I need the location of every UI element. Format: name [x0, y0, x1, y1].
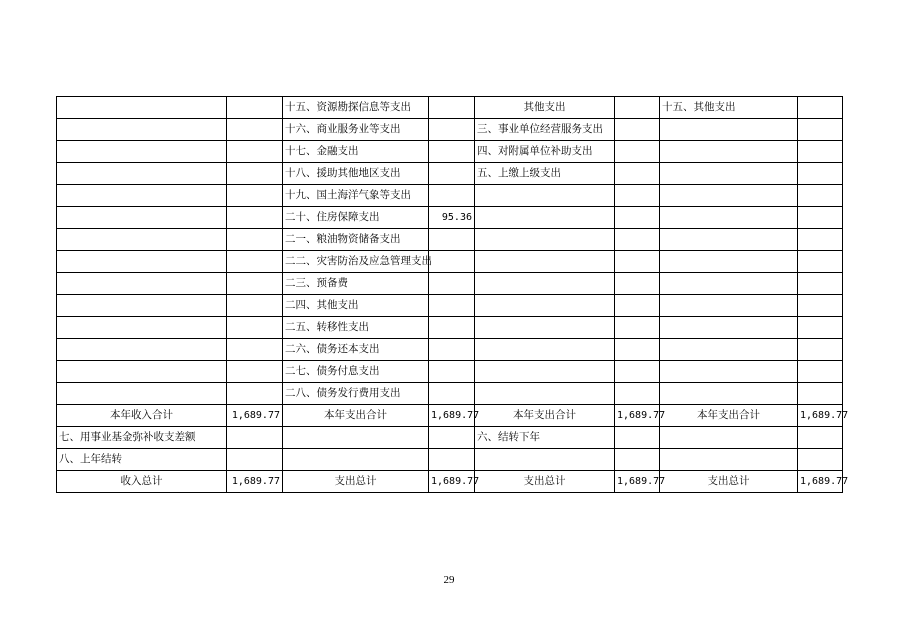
table-cell — [798, 295, 843, 317]
table-cell — [227, 119, 283, 141]
table-cell: 二五、转移性支出 — [283, 317, 429, 339]
table-cell — [615, 427, 660, 449]
table-cell — [660, 317, 798, 339]
table-row — [57, 361, 843, 383]
table-cell — [615, 251, 660, 273]
table-row — [57, 405, 843, 427]
table-row — [57, 295, 843, 317]
table-cell — [57, 119, 227, 141]
table-cell — [615, 229, 660, 251]
table-cell — [429, 427, 475, 449]
table-cell — [798, 207, 843, 229]
table-cell — [660, 383, 798, 405]
table-cell: 支出总计 — [660, 471, 798, 493]
table-cell: 五、上缴上级支出 — [475, 163, 615, 185]
table-cell — [475, 273, 615, 295]
table-cell — [227, 185, 283, 207]
table-cell — [615, 185, 660, 207]
table-cell: 95.36 — [429, 207, 475, 229]
table-row — [57, 141, 843, 163]
table-cell — [57, 229, 227, 251]
table-cell — [615, 339, 660, 361]
table-cell — [615, 361, 660, 383]
table-cell: 收入总计 — [57, 471, 227, 493]
table-cell: 三、事业单位经营服务支出 — [475, 119, 615, 141]
table-cell — [57, 317, 227, 339]
table-body — [57, 97, 849, 493]
table-cell: 本年支出合计 — [475, 405, 615, 427]
table-cell — [798, 361, 843, 383]
table-cell — [57, 163, 227, 185]
table-cell — [475, 207, 615, 229]
table-cell: 二八、债务发行费用支出 — [283, 383, 429, 405]
table-cell: 本年支出合计 — [660, 405, 798, 427]
table-cell: 本年支出合计 — [283, 405, 429, 427]
table-cell — [429, 119, 475, 141]
table-cell — [475, 185, 615, 207]
table-cell — [798, 119, 843, 141]
table-cell — [227, 251, 283, 273]
table-cell: 十五、资源勘探信息等支出 — [283, 97, 429, 119]
table-row — [57, 185, 843, 207]
table-cell: 十五、其他支出 — [660, 97, 798, 119]
table-cell: 十八、援助其他地区支出 — [283, 163, 429, 185]
table-cell — [429, 141, 475, 163]
table-cell — [475, 361, 615, 383]
budget-table — [56, 96, 849, 493]
table-cell — [798, 229, 843, 251]
table-cell — [660, 141, 798, 163]
table-cell: 十九、国土海洋气象等支出 — [283, 185, 429, 207]
table-cell: 1,689.77 — [615, 405, 660, 427]
table-cell — [429, 163, 475, 185]
table-cell — [429, 251, 475, 273]
table-row — [57, 317, 843, 339]
table-cell — [475, 339, 615, 361]
table-cell: 二二、灾害防治及应急管理支出 — [283, 251, 429, 273]
table-cell — [227, 229, 283, 251]
table-cell — [57, 383, 227, 405]
table-cell — [57, 251, 227, 273]
table-cell — [227, 339, 283, 361]
table-cell — [475, 251, 615, 273]
table-row — [57, 229, 843, 251]
table-row — [57, 427, 843, 449]
table-cell — [660, 295, 798, 317]
table-row — [57, 119, 843, 141]
table-cell: 1,689.77 — [227, 405, 283, 427]
table-cell: 十六、商业服务业等支出 — [283, 119, 429, 141]
table-cell: 六、结转下年 — [475, 427, 615, 449]
table-cell — [429, 185, 475, 207]
table-cell — [57, 185, 227, 207]
table-cell: 其他支出 — [475, 97, 615, 119]
table-cell — [660, 449, 798, 471]
table-cell: 支出总计 — [283, 471, 429, 493]
table-cell — [57, 295, 227, 317]
table-cell — [429, 361, 475, 383]
table-cell — [227, 427, 283, 449]
table-cell — [615, 273, 660, 295]
table-cell — [429, 383, 475, 405]
table-cell — [227, 141, 283, 163]
table-cell — [429, 317, 475, 339]
table-cell: 1,689.77 — [798, 471, 843, 493]
table-cell — [660, 119, 798, 141]
table-cell — [227, 383, 283, 405]
table-cell: 1,689.77 — [429, 405, 475, 427]
table-row — [57, 273, 843, 295]
table-cell — [283, 427, 429, 449]
table-cell — [615, 207, 660, 229]
page-number: 29 — [443, 574, 455, 586]
table-cell — [615, 449, 660, 471]
table-cell — [660, 163, 798, 185]
table-row — [57, 163, 843, 185]
table-cell: 二四、其他支出 — [283, 295, 429, 317]
table-cell — [798, 273, 843, 295]
table-cell — [57, 361, 227, 383]
table-cell — [798, 163, 843, 185]
table-row — [57, 339, 843, 361]
table-cell — [227, 295, 283, 317]
table-cell — [615, 97, 660, 119]
table-cell: 支出总计 — [475, 471, 615, 493]
table-cell — [57, 207, 227, 229]
table-cell — [283, 449, 429, 471]
table-row — [57, 207, 843, 229]
table-cell — [227, 361, 283, 383]
table-row — [57, 251, 843, 273]
table-cell — [227, 163, 283, 185]
table-cell — [798, 339, 843, 361]
table-cell — [660, 207, 798, 229]
table-row — [57, 471, 843, 493]
table-cell — [798, 317, 843, 339]
table-cell: 二三、预备费 — [283, 273, 429, 295]
table-cell: 二十、住房保障支出 — [283, 207, 429, 229]
table-cell: 十七、金融支出 — [283, 141, 429, 163]
table-cell — [57, 273, 227, 295]
table-cell — [475, 229, 615, 251]
table-cell — [798, 185, 843, 207]
table-cell — [227, 317, 283, 339]
table-cell — [227, 273, 283, 295]
table-cell — [660, 229, 798, 251]
table-cell — [798, 449, 843, 471]
table-cell: 1,689.77 — [429, 471, 475, 493]
table-cell — [660, 273, 798, 295]
table-cell — [615, 163, 660, 185]
table-row — [57, 97, 843, 119]
table-cell — [798, 383, 843, 405]
table-cell — [57, 141, 227, 163]
table-cell — [227, 449, 283, 471]
table-row — [57, 449, 843, 471]
table-cell — [429, 229, 475, 251]
table-cell — [475, 383, 615, 405]
table-cell — [798, 251, 843, 273]
table-cell: 七、用事业基金弥补收支差额 — [57, 427, 227, 449]
table-cell: 四、对附属单位补助支出 — [475, 141, 615, 163]
table-cell: 本年收入合计 — [57, 405, 227, 427]
table-cell — [660, 185, 798, 207]
table-cell — [475, 449, 615, 471]
table-cell — [660, 339, 798, 361]
table-cell — [429, 449, 475, 471]
table-cell — [615, 119, 660, 141]
table-cell: 八、上年结转 — [57, 449, 227, 471]
table-cell — [429, 97, 475, 119]
table-cell — [798, 427, 843, 449]
table-cell: 1,689.77 — [227, 471, 283, 493]
table-cell — [798, 141, 843, 163]
table-cell — [57, 339, 227, 361]
table-cell — [660, 251, 798, 273]
table-cell — [475, 295, 615, 317]
table-cell — [615, 317, 660, 339]
table-cell — [429, 295, 475, 317]
table-cell: 二一、粮油物资储备支出 — [283, 229, 429, 251]
table-cell — [615, 383, 660, 405]
table-cell — [57, 97, 227, 119]
table-cell — [429, 273, 475, 295]
table-cell — [660, 361, 798, 383]
table-cell — [615, 141, 660, 163]
table-cell — [227, 207, 283, 229]
table-cell: 1,689.77 — [615, 471, 660, 493]
table-cell: 1,689.77 — [798, 405, 843, 427]
table-cell: 二六、债务还本支出 — [283, 339, 429, 361]
table-cell — [660, 427, 798, 449]
table-cell — [798, 97, 843, 119]
table-row — [57, 383, 843, 405]
table-cell — [227, 97, 283, 119]
table-cell — [475, 317, 615, 339]
table-cell — [615, 295, 660, 317]
table-cell — [429, 339, 475, 361]
table-cell: 二七、债务付息支出 — [283, 361, 429, 383]
